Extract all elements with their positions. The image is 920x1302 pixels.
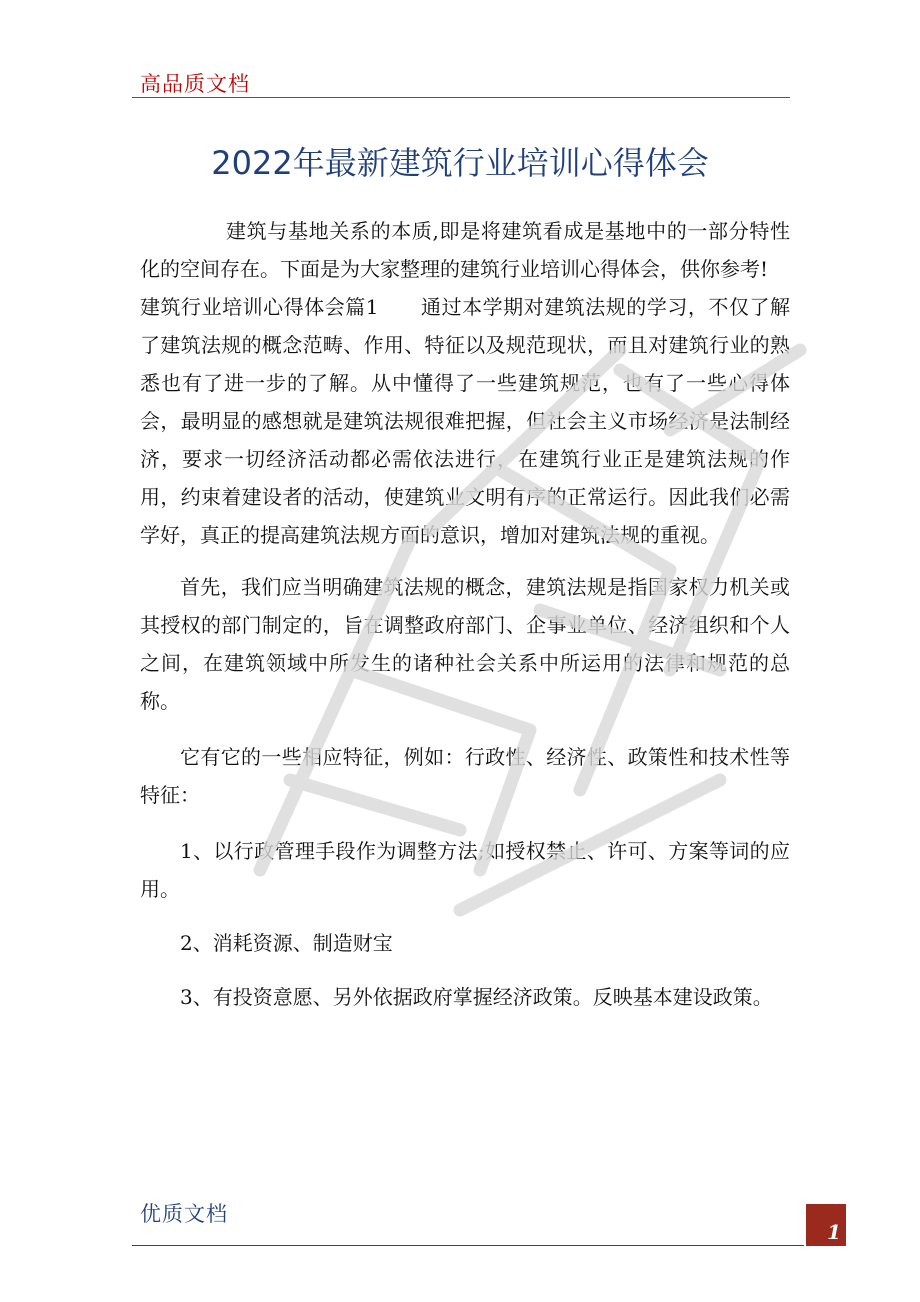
list-item: 2、消耗资源、制造财宝 <box>180 931 393 955</box>
list-item: 1、以行政管理手段作为调整方法;如授权禁止、许可、方案等词的应用。 <box>140 839 790 901</box>
page-number: 1 <box>827 1220 841 1244</box>
document-title: 2022年最新建筑行业培训心得体会 <box>211 144 709 182</box>
chapter-label: 建筑行业培训心得体会篇1 <box>140 295 379 319</box>
footer-brand: 优质文档 <box>140 1202 228 1226</box>
page-number-badge <box>806 1204 846 1246</box>
header-brand: 高品质文档 <box>140 72 250 96</box>
chapter-text: 通过本学期对建筑法规的学习，不仅了解了建筑法规的概念范畴、作用、特征以及规范现状，而且对建筑行业的熟悉也有了进一步的了解。从中懂得了一些建筑规范，也有了一些心得体会，最明显的感想就是建筑法规很难把握，但社会主义市场经济是法制经济，要求一切经济活动都必需依法进行，在建筑行业正是建筑法规的作用，约束着建设者的活动，使建筑业文明有序的正常运行。因此我们必需学好，真正的提高建筑法规方面的意识，增加对建筑法规的重视。 <box>140 295 790 547</box>
header-divider <box>132 97 790 98</box>
intro-paragraph: 建筑与基地关系的本质,即是将建筑看成是基地中的一部分特性化的空间存在。下面是为大家整理的建筑行业培训心得体会，供你参考! <box>140 219 790 281</box>
document-body <box>140 212 790 1032</box>
chapter-paragraph <box>140 288 790 554</box>
footer-divider <box>132 1245 804 1246</box>
features-paragraph: 它有它的一些相应特征，例如：行政性、经济性、政策性和技术性等特征： <box>140 745 790 807</box>
concept-paragraph: 首先，我们应当明确建筑法规的概念，建筑法规是指国家权力机关或其授权的部门制定的，旨在调整政府部门、企事业单位、经济组织和个人之间，在建筑领域中所发生的诸种社会关系中所运用的法律和规范的总称。 <box>140 575 790 713</box>
list-item: 3、有投资意愿、另外依据政府掌握经济政策。反映基本建设政策。 <box>180 985 773 1009</box>
